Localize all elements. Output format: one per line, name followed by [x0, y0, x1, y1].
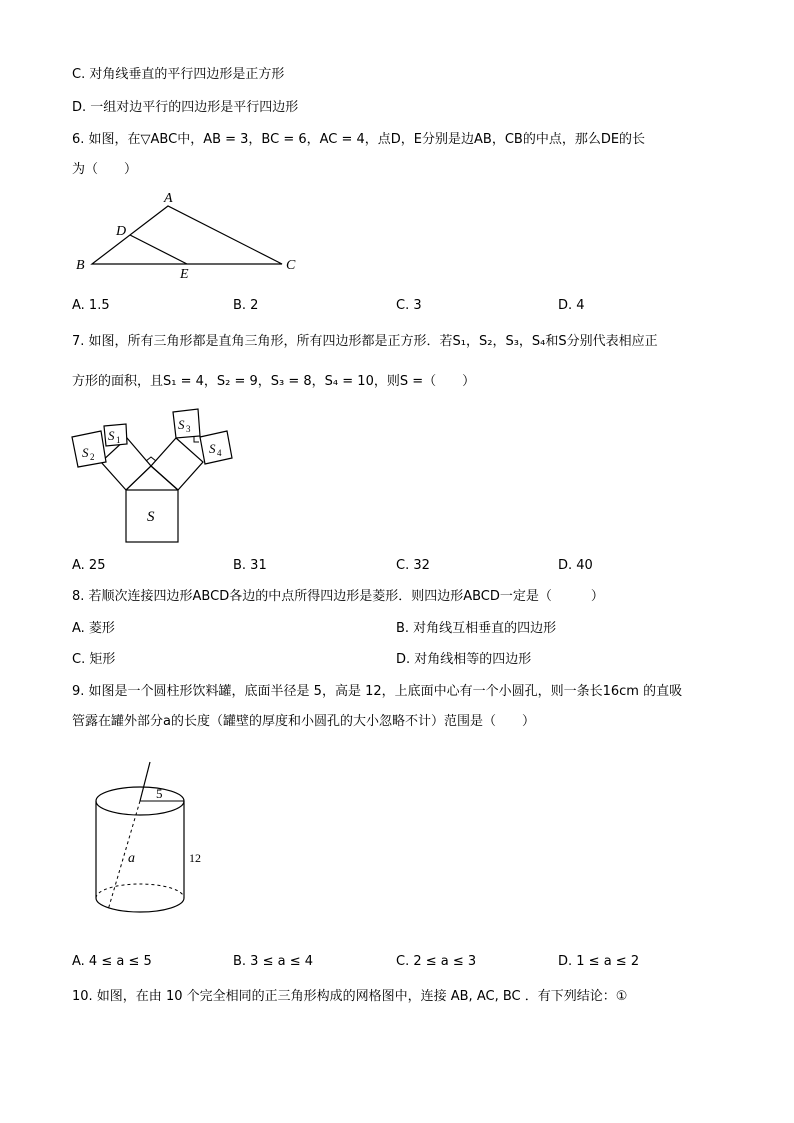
- q8-option-c: C. 矩形: [72, 652, 116, 667]
- q8-option-d: D. 对角线相等的四边形: [396, 652, 532, 667]
- q6-triangle-figure: [70, 188, 310, 280]
- label-d: D: [116, 224, 127, 239]
- label-a: A: [164, 191, 173, 206]
- q9-option-c: C. 2 ≤ a ≤ 3: [396, 954, 477, 969]
- q9-cylinder-figure: [90, 758, 230, 926]
- label-height: 12: [189, 851, 201, 865]
- right-angle-mark: [146, 457, 156, 461]
- label-a: a: [128, 851, 135, 866]
- q6-option-a: A. 1.5: [72, 298, 110, 313]
- q9-stem-line2: 管露在罐外部分a的长度（罐壁的厚度和小圆孔的大小忽略不计）范围是（ ）: [72, 714, 535, 729]
- q6-option-d: D. 4: [558, 298, 585, 313]
- q7-stem-line2: 方形的面积，且S₁ = 4，S₂ = 9，S₃ = 8，S₄ = 10，则S =（ ）: [72, 374, 476, 389]
- q7-squares-figure: [66, 404, 246, 549]
- label-s2: S: [82, 445, 89, 460]
- q7-option-b: B. 31: [233, 558, 267, 573]
- label-s: S: [147, 509, 155, 525]
- square-s2: [72, 431, 106, 467]
- q9-option-b: B. 3 ≤ a ≤ 4: [233, 954, 314, 969]
- right-angle-mark: [194, 437, 199, 442]
- straw-outside: [140, 762, 150, 801]
- q10-stem: 10. 如图，在由 10 个完全相同的正三角形构成的网格图中，连接 AB, AC, BC ．有下列结论：①: [72, 989, 628, 1004]
- label-s2-sub: 2: [90, 452, 95, 462]
- label-radius: 5: [156, 786, 163, 801]
- label-e: E: [180, 267, 189, 280]
- label-s1: S: [108, 428, 115, 443]
- label-s4-sub: 4: [217, 448, 222, 458]
- q7-stem-line1: 7. 如图，所有三角形都是直角三角形，所有四边形都是正方形．若S₁，S₂，S₃，S₄和S分别代表相应正: [72, 334, 658, 349]
- label-s4: S: [209, 441, 216, 456]
- square-right: [151, 438, 203, 490]
- segment-de: [130, 235, 187, 264]
- straw-inside: [108, 801, 140, 910]
- q6-option-b: B. 2: [233, 298, 259, 313]
- label-b: B: [76, 258, 85, 273]
- q6-stem-line2: 为（ ）: [72, 162, 138, 177]
- q9-option-d: D. 1 ≤ a ≤ 2: [558, 954, 640, 969]
- triangle-center: [126, 466, 178, 490]
- q8-option-b: B. 对角线互相垂直的四边形: [396, 621, 557, 636]
- q7-option-c: C. 32: [396, 558, 430, 573]
- label-s3: S: [178, 417, 185, 432]
- q5-option-d: D. 一组对边平行的四边形是平行四边形: [72, 100, 299, 115]
- q7-option-d: D. 40: [558, 558, 593, 573]
- q8-stem: 8. 若顺次连接四边形ABCD各边的中点所得四边形是菱形．则四边形ABCD一定是（ ）: [72, 589, 604, 604]
- q6-stem-line1: 6. 如图，在▽ABC中，AB = 3，BC = 6，AC = 4，点D，E分别是边AB，CB的中点，那么DE的长: [72, 132, 646, 147]
- q5-option-c: C. 对角线垂直的平行四边形是正方形: [72, 67, 285, 82]
- q9-option-a: A. 4 ≤ a ≤ 5: [72, 954, 152, 969]
- label-s1-sub: 1: [116, 435, 121, 445]
- q7-option-a: A. 25: [72, 558, 106, 573]
- q8-option-a: A. 菱形: [72, 621, 115, 636]
- label-s3-sub: 3: [186, 424, 191, 434]
- q6-option-c: C. 3: [396, 298, 422, 313]
- label-c: C: [286, 258, 296, 273]
- q9-stem-line1: 9. 如图是一个圆柱形饮料罐，底面半径是 5，高是 12，上底面中心有一个小圆孔，则一条长16cm 的直吸: [72, 684, 683, 699]
- square-s4: [200, 431, 232, 464]
- cylinder-bottom-back: [96, 884, 184, 898]
